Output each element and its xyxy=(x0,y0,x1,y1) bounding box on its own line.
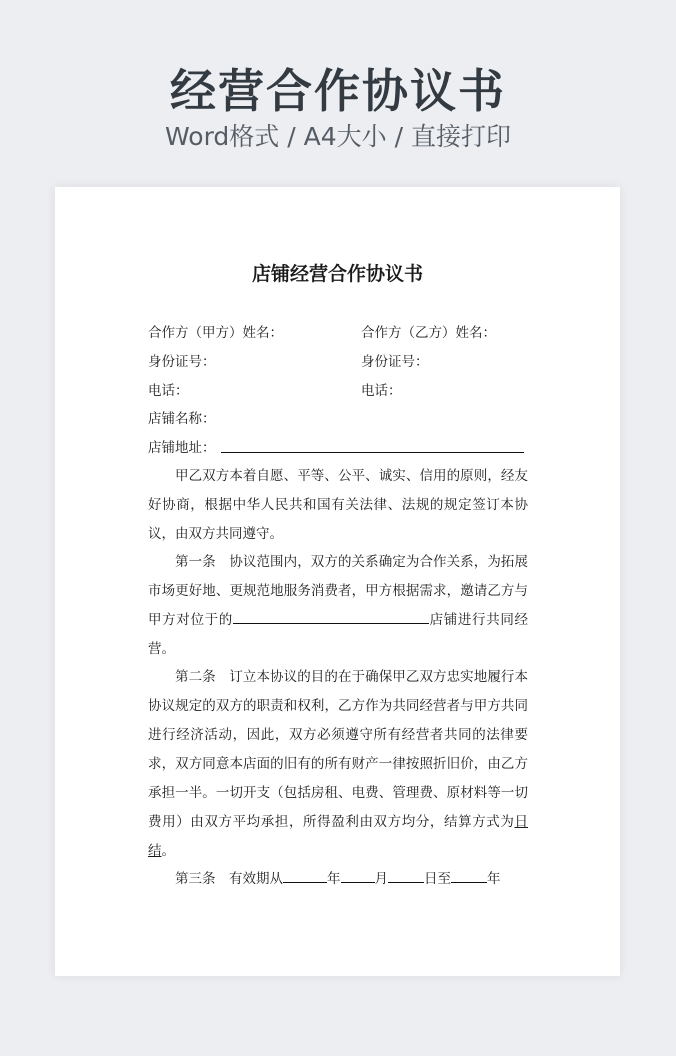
start-day-blank xyxy=(388,868,424,883)
intro-paragraph: 甲乙双方本着自愿、平等、公平、诚实、信用的原则，经友好协商，根据中华人民共和国有关法律、法规的规定签订本协议，由双方共同遵守。 xyxy=(148,468,528,542)
party-a-phone-label: 电话： xyxy=(148,383,189,399)
end-year-blank xyxy=(451,868,487,883)
start-month-blank xyxy=(341,868,375,883)
article-3-year-end: 年 xyxy=(487,871,501,887)
banner-subtitle: Word格式 / A4大小 / 直接打印 xyxy=(165,122,511,151)
article-3-prefix: 第三条 有效期从 xyxy=(175,871,283,887)
shop-name-label: 店铺名称： xyxy=(148,411,216,427)
article-2-text: 第二条 订立本协议的目的在于确保甲乙双方忠实地履行本协议规定的双方的职责和权利，乙方作为共同经营者与甲方共同进行经济活动，因此，双方必须遵守所有经营者共同的法律要求，双方同意本店面的旧有的所有财产一律按照折旧价，由乙方承担一半。一切开支（包括房租、电费、管理费、原材料等一切费用）由双方平均承担，所得盈利由双方均分，结算方式为 xyxy=(148,669,528,830)
banner-title: 经营合作协议书 xyxy=(170,64,506,118)
start-year-blank xyxy=(283,868,327,883)
article-1-end: 店铺进行共同经营。 xyxy=(148,612,529,657)
article-3-day-to: 日至 xyxy=(424,871,451,887)
article-3 xyxy=(148,865,528,894)
article-1-text: 第一条 协议范围内，双方的关系确定为合作关系，为拓展市场更好地、更规范地服务消费者，甲方根据需求，邀请乙方与甲方对位于的 xyxy=(148,554,528,628)
article-2 xyxy=(148,663,528,866)
shop-address-blank xyxy=(221,452,524,453)
settlement-method: 日结 xyxy=(148,814,528,859)
document-title: 店铺经营合作协议书 xyxy=(251,263,423,285)
document-page xyxy=(55,187,620,976)
party-b-name-label: 合作方（乙方）姓名： xyxy=(361,325,496,341)
party-a-id-label: 身份证号： xyxy=(148,354,216,370)
location-blank xyxy=(233,609,429,624)
party-b-id-label: 身份证号： xyxy=(361,354,429,370)
party-b-phone-label: 电话： xyxy=(361,383,402,399)
article-3-month: 月 xyxy=(374,871,388,887)
article-3-year: 年 xyxy=(327,871,341,887)
shop-address-label: 店铺地址： xyxy=(148,440,216,456)
party-a-name-label: 合作方（甲方）姓名： xyxy=(148,325,283,341)
article-2-end: 。 xyxy=(161,843,175,859)
article-1 xyxy=(148,548,528,664)
